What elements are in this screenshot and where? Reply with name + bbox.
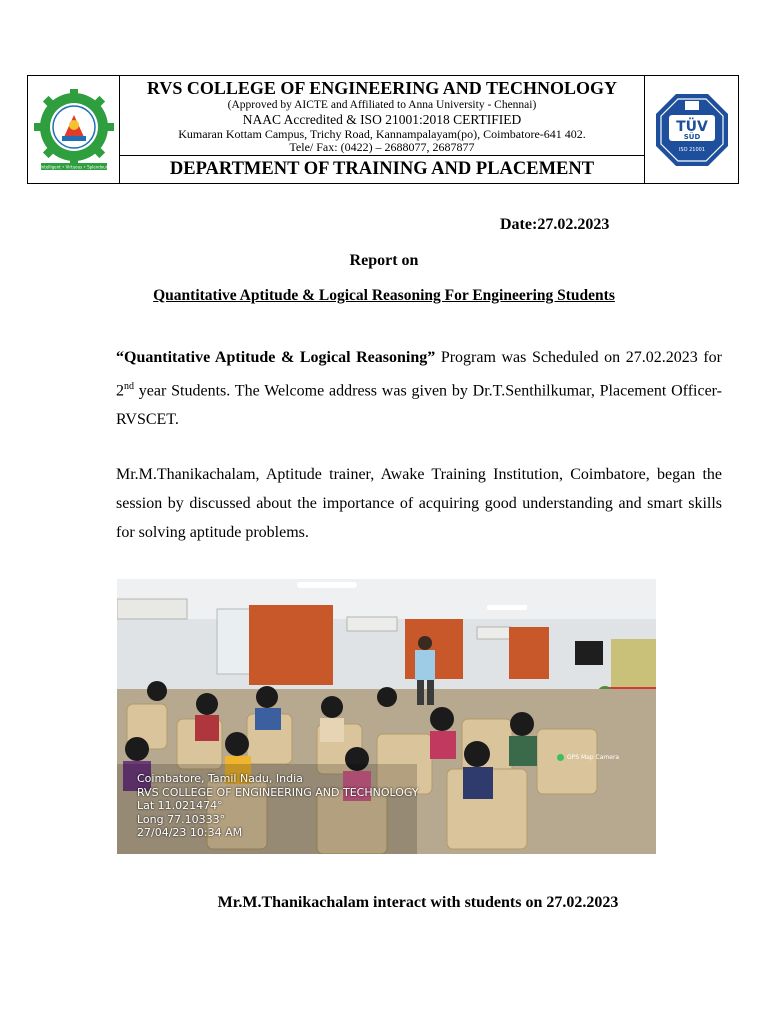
contact-line: Tele/ Fax: (0422) – 2688077, 2687877 [289, 140, 475, 154]
letterhead [27, 75, 739, 184]
approval-line: (Approved by AICTE and Affiliated to Anna University - Chennai) [227, 99, 537, 111]
program-name: “Quantitative Aptitude & Logical Reasoning” [116, 349, 436, 366]
geotag-location: Coimbatore, Tamil Nadu, India [137, 772, 303, 785]
geotag-longitude: Long 77.10333° [137, 812, 226, 826]
gps-map-icon [557, 754, 564, 761]
geotag-overlay [137, 772, 419, 840]
cert-code: ISO 21001 [678, 146, 705, 153]
ordinal-suffix: nd [124, 381, 134, 392]
report-heading: Report on [349, 252, 419, 269]
address-line: Kumaran Kottam Campus, Trichy Road, Kannampalayam(po), Coimbatore-641 402. [178, 127, 586, 141]
gps-camera-badge [557, 754, 619, 761]
paragraph-intro [116, 343, 722, 434]
cert-brand: TÜV [675, 118, 708, 135]
geotag-timestamp: 27/04/23 10:34 AM [137, 826, 243, 839]
paragraph-intro-text-b: year Students. The Welcome address was given by Dr.T.Senthilkumar, Placement Officer- RVSCET. [116, 382, 722, 429]
college-logo-cell [28, 76, 120, 183]
logo-motto: Intelligent • Virtuous • Splendour [40, 164, 107, 169]
gps-camera-label: GPS Map Camera [567, 754, 620, 761]
college-name: RVS COLLEGE OF ENGINEERING AND TECHNOLOGY [147, 78, 617, 98]
accreditation-line: NAAC Accredited & ISO 21001:2018 CERTIFIED [242, 112, 522, 127]
certification-cell [644, 76, 738, 183]
department-name: DEPARTMENT OF TRAINING AND PLACEMENT [169, 159, 595, 179]
letterhead-text [120, 76, 644, 183]
report-title: Quantitative Aptitude & Logical Reasoning For Engineering Students [153, 287, 615, 304]
paragraph-intro-text-a: Program was Scheduled on 27.02.2023 for 2 [116, 349, 723, 400]
geotag-latitude: Lat 11.021474° [137, 799, 223, 812]
cert-sub: SÜD [683, 132, 700, 141]
report-date: Date:27.02.2023 [500, 216, 610, 233]
geotag-place: RVS COLLEGE OF ENGINEERING AND TECHNOLOGY [137, 785, 419, 799]
college-logo-icon [33, 89, 115, 171]
event-photo [117, 579, 656, 854]
paragraph-session: Mr.M.Thanikachalam, Aptitude trainer, Awake Training Institution, Coimbatore, began the session by discussed about the importance of acquiring good understanding and smart skills for solving aptitude problems. [116, 466, 722, 541]
tuv-sud-certification-icon [653, 91, 731, 169]
photo-caption: Mr.M.Thanikachalam interact with students on 27.02.2023 [217, 894, 619, 911]
